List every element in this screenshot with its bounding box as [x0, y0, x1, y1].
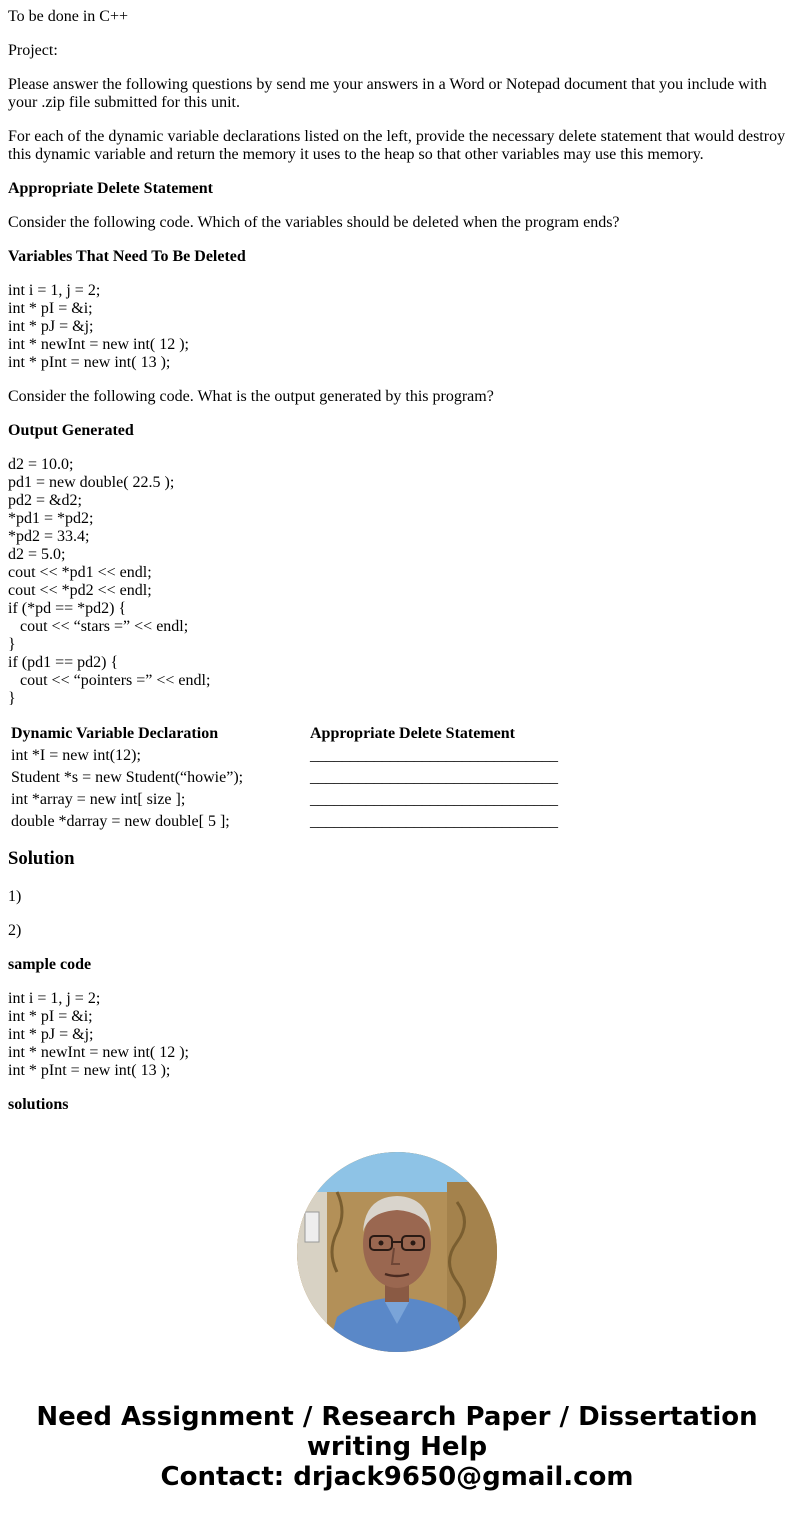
table-cell-answer-blank: _______________________________: [310, 747, 558, 764]
code-line: int * pJ = &j;: [8, 318, 94, 335]
table-header-row: [10, 724, 559, 744]
solution-item-1: 1): [8, 888, 22, 905]
section2-subheading: Output Generated: [8, 422, 134, 439]
avatar-portrait-image: [297, 1152, 497, 1352]
section1-subheading: Variables That Need To Be Deleted: [8, 248, 246, 265]
code-line: *pd2 = 33.4;: [8, 528, 90, 545]
code-line: int i = 1, j = 2;: [8, 990, 101, 1007]
table-cell-answer-blank: _______________________________: [310, 813, 558, 830]
code-line: cout << “pointers =” << endl;: [8, 672, 211, 689]
code-line: *pd1 = *pd2;: [8, 510, 94, 527]
table-cell-declaration: int *I = new int(12);: [11, 747, 141, 764]
avatar: [297, 1152, 497, 1352]
delete-statement-table: [8, 722, 561, 834]
code-line: int i = 1, j = 2;: [8, 282, 101, 299]
section1-code-block: [8, 282, 786, 372]
intro-instructions: Please answer the following questions by send me your answers in a Word or Notepad document that you include with your .zip file submitted for this unit.: [8, 76, 767, 111]
section1-question: Consider the following code. Which of the variables should be deleted when the program ends?: [8, 214, 620, 231]
code-line: pd2 = &d2;: [8, 492, 82, 509]
code-line: if (*pd == *pd2) {: [8, 600, 127, 617]
code-line: cout << *pd1 << endl;: [8, 564, 152, 581]
section2-code-block: [8, 456, 786, 708]
table-cell-answer-blank: _______________________________: [310, 769, 558, 786]
intro-language-note: To be done in C++: [8, 8, 129, 25]
section2-question: Consider the following code. What is the output generated by this program?: [8, 388, 494, 405]
table-row: [10, 812, 559, 832]
code-line: cout << “stars =” << endl;: [8, 618, 189, 635]
table-cell-answer-blank: _______________________________: [310, 791, 558, 808]
promo-line-2: writing Help: [306, 1432, 488, 1462]
intro-task-description: For each of the dynamic variable declarations listed on the left, provide the necessary delete statement that would destroy this dynamic variable and return the memory it uses to the heap so that other variables may use this memory.: [8, 128, 786, 163]
code-line: cout << *pd2 << endl;: [8, 582, 152, 599]
code-line: int * pInt = new int( 13 );: [8, 1062, 171, 1079]
code-line: }: [8, 690, 16, 707]
table-cell-declaration: int *array = new int[ size ];: [11, 791, 186, 808]
code-line: int * pI = &i;: [8, 1008, 93, 1025]
promo-contact-email: Contact: drjack9650@gmail.com: [160, 1462, 634, 1492]
code-line: int * pInt = new int( 13 );: [8, 354, 171, 371]
sample-code-block: [8, 990, 786, 1080]
solution-heading: Solution: [8, 848, 75, 869]
code-line: }: [8, 636, 16, 653]
promo-line-1: Need Assignment / Research Paper / Dissertation: [36, 1402, 758, 1432]
intro-project-label: Project:: [8, 42, 58, 59]
promo-banner: [0, 1152, 794, 1492]
table-row: [10, 768, 559, 788]
table-header-declaration: Dynamic Variable Declaration: [11, 725, 219, 742]
code-line: d2 = 5.0;: [8, 546, 66, 563]
table-cell-declaration: double *darray = new double[ 5 ];: [11, 813, 230, 830]
code-line: int * newInt = new int( 12 );: [8, 336, 189, 353]
code-line: d2 = 10.0;: [8, 456, 74, 473]
code-line: if (pd1 == pd2) {: [8, 654, 119, 671]
table-row: [10, 790, 559, 810]
table-row: [10, 746, 559, 766]
sample-code-heading: sample code: [8, 956, 92, 973]
code-line: int * pJ = &j;: [8, 1026, 94, 1043]
section1-heading: Appropriate Delete Statement: [8, 180, 213, 197]
table-cell-declaration: Student *s = new Student(“howie”);: [11, 769, 244, 786]
table-header-delete: Appropriate Delete Statement: [310, 725, 515, 742]
code-line: pd1 = new double( 22.5 );: [8, 474, 175, 491]
code-line: int * pI = &i;: [8, 300, 93, 317]
solution-item-2: 2): [8, 922, 22, 939]
document-body: [8, 8, 786, 1130]
promo-text: [0, 1402, 794, 1492]
code-line: int * newInt = new int( 12 );: [8, 1044, 189, 1061]
solutions-heading: solutions: [8, 1096, 69, 1113]
